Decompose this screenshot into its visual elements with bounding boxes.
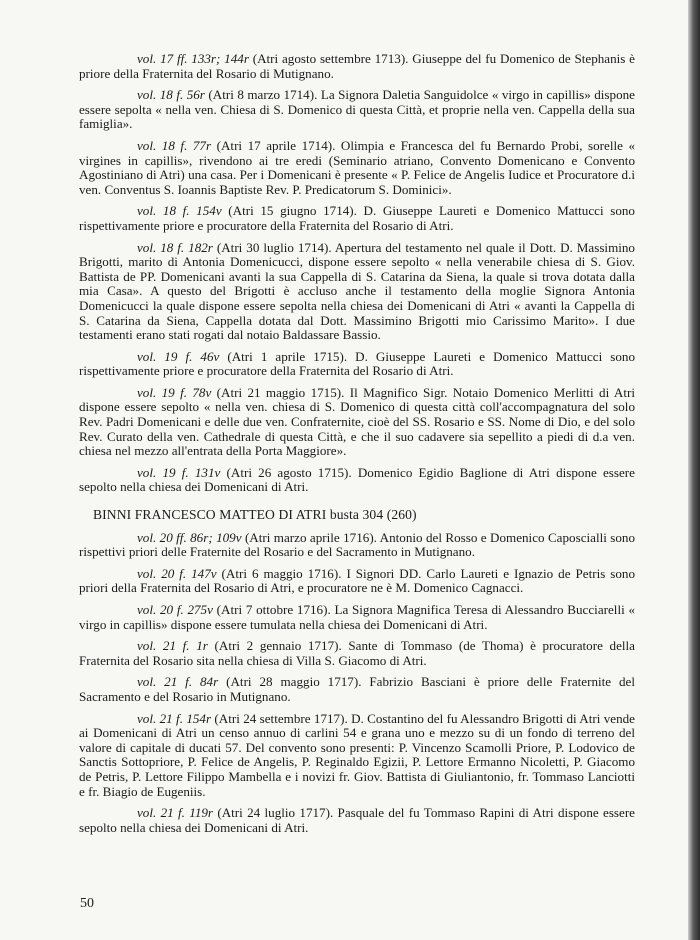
archive-entry [79,386,635,459]
entry-reference: vol. 21 f. 1r [137,638,208,654]
entries-group-before [79,52,635,495]
archive-entry [79,531,635,560]
archive-entry [79,52,635,81]
entry-reference: vol. 20 f. 147v [137,565,217,581]
archive-entry [79,806,635,835]
entry-text: (Atri 2 gennaio 1717). Sante di Tommaso (de Thoma) è procuratore della Fraternita del Rosario sita nella chiesa di Villa S. Giacomo di Atri. [79,638,635,668]
entry-text: (Atri 7 ottobre 1716). La Signora Magnifica Teresa di Alessandro Bucciarelli « virgo in capillis» dispone essere tumulata nella chiesa dei Domenicani di Atri. [79,602,635,632]
entry-reference: vol. 20 f. 275v [137,602,213,617]
entry-text: (Atri 26 agosto 1715). Domenico Egidio Baglione di Atri dispone essere sepolto nella chiesa dei Domenicani di Atri. [79,464,635,495]
section-heading: BINNI FRANCESCO MATTEO DI ATRI busta 304 (260) [93,507,417,523]
page-number: 50 [80,896,94,911]
entry-reference: vol. 18 f. 77r [137,137,212,153]
entry-text: (Atri 6 maggio 1716). I Signori DD. Carlo Laureti e Ignazio de Petris sono priori della Fraternita del Rosario di Atri, e procuratore ne è M. Domenico Cagnacci. [79,565,635,596]
entries-group-after [79,531,635,836]
entry-reference: vol. 21 f. 154r [137,710,212,726]
archive-entry [79,712,635,800]
entry-reference: vol. 19 f. 78v [137,384,212,400]
entry-reference: vol. 18 f. 154v [137,203,222,219]
archive-entry [79,603,635,632]
entry-text: (Atri agosto settembre 1713). Giuseppe del fu Domenico de Stephanis è priore della Fraternita del Rosario di Mutignano. [79,51,635,81]
entry-text: (Atri 21 maggio 1715). Il Magnifico Sigr. Notaio Domenico Merlitti di Atri dispone essere sepolto « nella ven. chiesa di S. Domenico di questa città coll'accompagnatura del solo Rev. Padri Domenicani e delle due ven. Confraternite, cioè del SS. Rosario e SS. Nome di Dio, e del solo Rev. Curato della ven. Cathedrale di questa Città, e che il suo cadavere sia sepellito a piedi di d.a ven. chiesa nel mezzo all'entrata della Porta Maggiore». [79,384,635,459]
entry-text: (Atri 24 luglio 1717). Pasquale del fu Tommaso Rapini di Atri dispone essere sepolto nella chiesa dei Domenicani di Atri. [79,805,635,835]
archive-entry [79,567,635,596]
entry-text: (Atri 1 aprile 1715). D. Giuseppe Laureti e Domenico Mattucci sono rispettivamente priore e procuratore della Fraternita del Rosario di Atri. [79,348,635,379]
archive-entry [79,88,635,132]
entry-reference: vol. 18 f. 182r [137,239,213,255]
archive-entry [79,204,635,233]
archive-entry [79,350,635,379]
page-edge-shadow [688,0,700,940]
entry-reference: vol. 21 f. 84r [137,674,219,690]
text-block [79,52,635,842]
archive-entry [79,139,635,197]
entry-text: (Atri 30 luglio 1714). Apertura del testamento nel quale il Dott. D. Massimino Brigotti, marito di Antonia Domenicucci, dispone essere sepolto « nella venerabile chiesa di S. Giov. Battista de PP. Domenicani avanti la sua Cappella di S. Catarina da Siena, la quale si trova dotata dalla mia Casa». A questo del Brigotti è accluso anche il testamento della moglie Signora Antonia Domenicucci la quale dispone essere sepolta nella chiesa dei Domenicani di Atri « avanti la Cappella di S. Catarina da Siena, Cappella dotata dal Dott. Massimino Brigotti mio Carissimo Marito». I due testamenti erano stati rogati dal notaio Baldassare Bassio. [79,239,635,343]
entry-text: (Atri 24 settembre 1717). D. Costantino del fu Alessandro Brigotti di Atri vende ai Domenicani di Atri un censo annuo di carlini 54 e grana uno e mezzo su di un fondo di terreno del valore di capitale di ducati 57. Del convento sono presenti: P. Vincenzo Scamolli Priore, P. Lodovico de Sanctis Sottopriore, P. Felice de Angelis, P. Reginaldo Egizii, P. Lettore Ermanno Nicoletti, P. Giacomo de Petris, P. Lettore Filippo Mambella e i novizi fr. Giov. Battista di Giuliantonio, fr. Tommaso Lanciotti e fr. Biagio de Eugeniis. [79,710,635,799]
entry-reference: vol. 20 ff. 86r; 109v [137,529,242,545]
archive-entry [79,675,635,704]
entry-reference: vol. 19 f. 46v [137,348,220,364]
entry-reference: vol. 17 ff. 133r; 144r [137,51,249,66]
entry-text: (Atri 28 maggio 1717). Fabrizio Basciani è priore delle Fraternite del Sacramento e del Rosario in Mutignano. [79,674,635,704]
entry-reference: vol. 21 f. 119r [137,805,214,821]
archive-entry [79,241,635,343]
archive-entry [79,466,635,495]
entry-text: (Atri 8 marzo 1714). La Signora Daletia Sanguidolce « virgo in capillis» dispone essere sepolta « nella ven. Chiesa di S. Domenico di questa Città, et proprie nella ven. Cappella della sua famiglia». [79,87,635,132]
entry-reference: vol. 18 f. 56r [137,87,205,103]
entry-text: (Atri 15 giugno 1714). D. Giuseppe Laureti e Domenico Mattucci sono rispettivamente priore e procuratore della Fraternita del Rosario di Atri. [79,203,635,233]
entry-reference: vol. 19 f. 131v [137,464,221,480]
archive-entry [79,639,635,668]
entry-text: (Atri 17 aprile 1714). Olimpia e Francesca del fu Bernardo Probi, sorelle « virgines in capillis», rivendono ai tre eredi (Seminario atriano, Convento Domenicano e Convento Agostiniano di Atri) una casa. Per i Domenicani è presente « P. Felice de Angelis Iudice et Procuratore d.i ven. Conventus S. Ioannis Baptiste Rev. P. Predicatorum S. Dominici». [79,137,635,197]
entry-text: (Atri marzo aprile 1716). Antonio del Rosso e Domenico Caposcialli sono rispettivi priori delle Fraternite del Rosario e del Sacramento in Mutignano. [79,529,636,560]
